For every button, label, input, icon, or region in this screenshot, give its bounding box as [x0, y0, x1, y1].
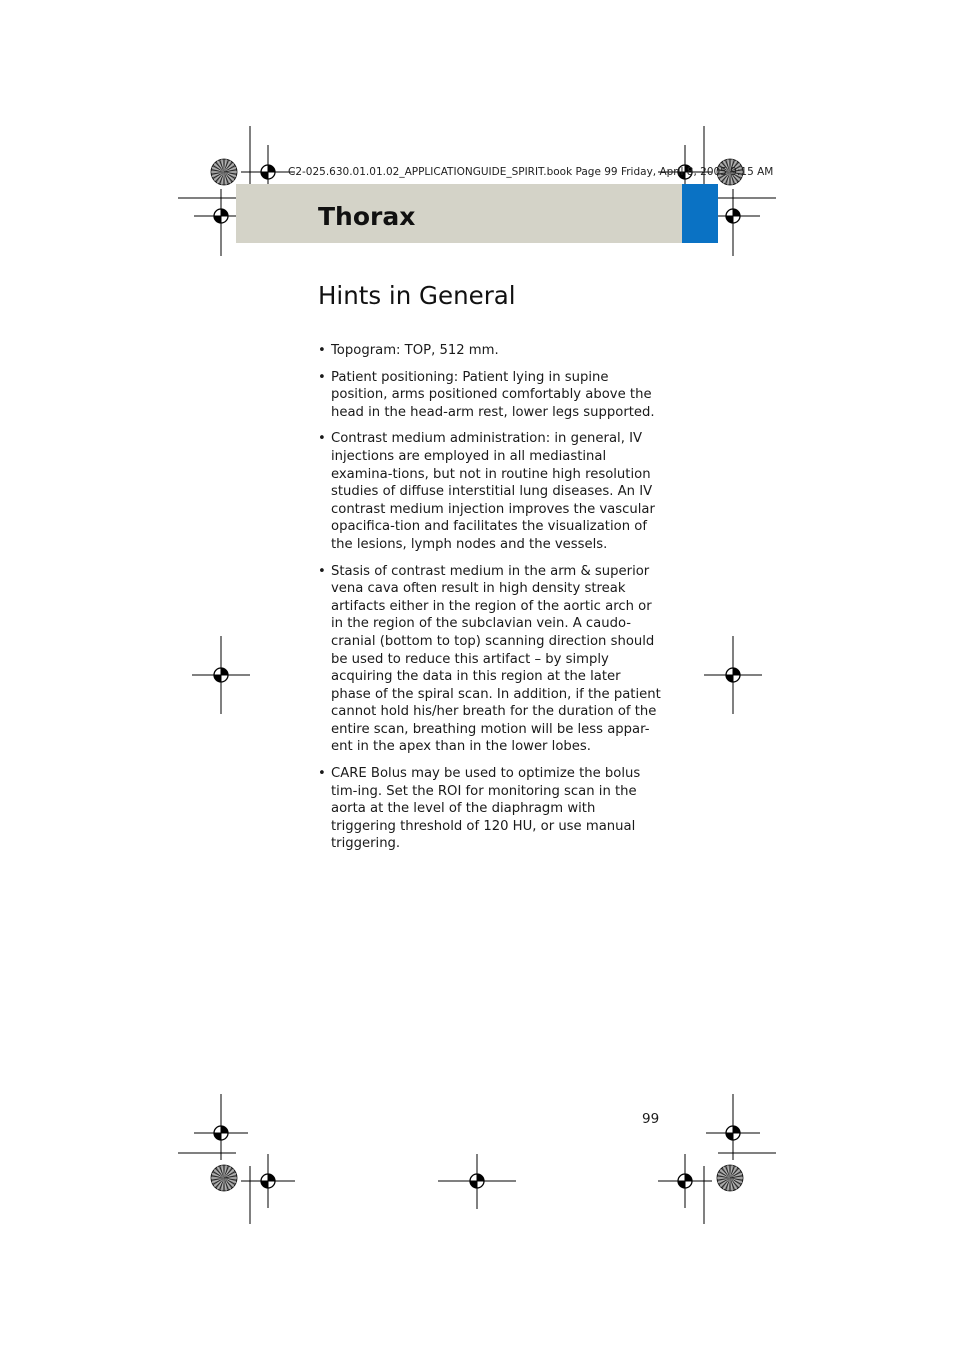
section-title: Hints in General [318, 281, 516, 310]
chapter-color-tab [682, 184, 718, 243]
starburst-mark-icon [211, 1165, 237, 1191]
bullet-glyph: • [318, 431, 326, 447]
list-item-text: Topogram: TOP, 512 mm. [331, 343, 499, 358]
page-number: 99 [642, 1111, 660, 1127]
chapter-title: Thorax [318, 202, 416, 231]
bullet-glyph: • [318, 766, 326, 782]
registration-target-icon [241, 1154, 295, 1208]
list-item-text: Patient positioning: Patient lying in supine position, arms positioned comfortably above the head in the head-arm rest, lower legs supported. [331, 369, 655, 420]
list-item [318, 765, 662, 853]
list-item [318, 369, 662, 422]
list-item [318, 563, 662, 757]
list-item-text: CARE Bolus may be used to optimize the bolus tim-ing. Set the ROI for monitoring scan in the aorta at the level of the diaphragm with triggering threshold of 120 HU, or use manual triggering. [331, 766, 641, 852]
registration-target-icon [706, 1106, 760, 1160]
bullet-glyph: • [318, 343, 326, 358]
starburst-mark-icon [717, 1165, 743, 1191]
hints-list [318, 342, 662, 862]
bullet-glyph: • [318, 369, 326, 385]
registration-target-icon [194, 1106, 248, 1160]
list-item [318, 342, 662, 360]
starburst-mark-icon [211, 159, 237, 185]
list-item [318, 430, 662, 553]
book-print-line: C2-025.630.01.01.02_APPLICATIONGUIDE_SPIRIT.book Page 99 Friday, April 8, 2005 9:15 AM [288, 166, 774, 178]
chapter-header-band [236, 184, 682, 243]
list-item-text: Stasis of contrast medium in the arm & superior vena cava often result in high density streak artifacts either in the region of the aortic arch or in the region of the subclavian vein. A caudo-cranial (bottom to top) scanning direction should be used to reduce this artifact – by simply acquiring the data in this region at the later phase of the spiral scan. In addition, if the patient cannot hold his/her breath for the duration of the entire scan, breathing motion will be less appar-ent in the apex than in the lower lobes. [331, 563, 661, 755]
bullet-glyph: • [318, 563, 326, 579]
list-item-text: Contrast medium administration: in general, IV injections are employed in all mediastinal examina-tions, but not in routine high resolution studies of diffuse interstitial lung diseases. An IV contrast medium injection improves the vascular opacifica-tion and facilitates the visualization of the lesions, lymph nodes and the vessels. [331, 431, 655, 552]
